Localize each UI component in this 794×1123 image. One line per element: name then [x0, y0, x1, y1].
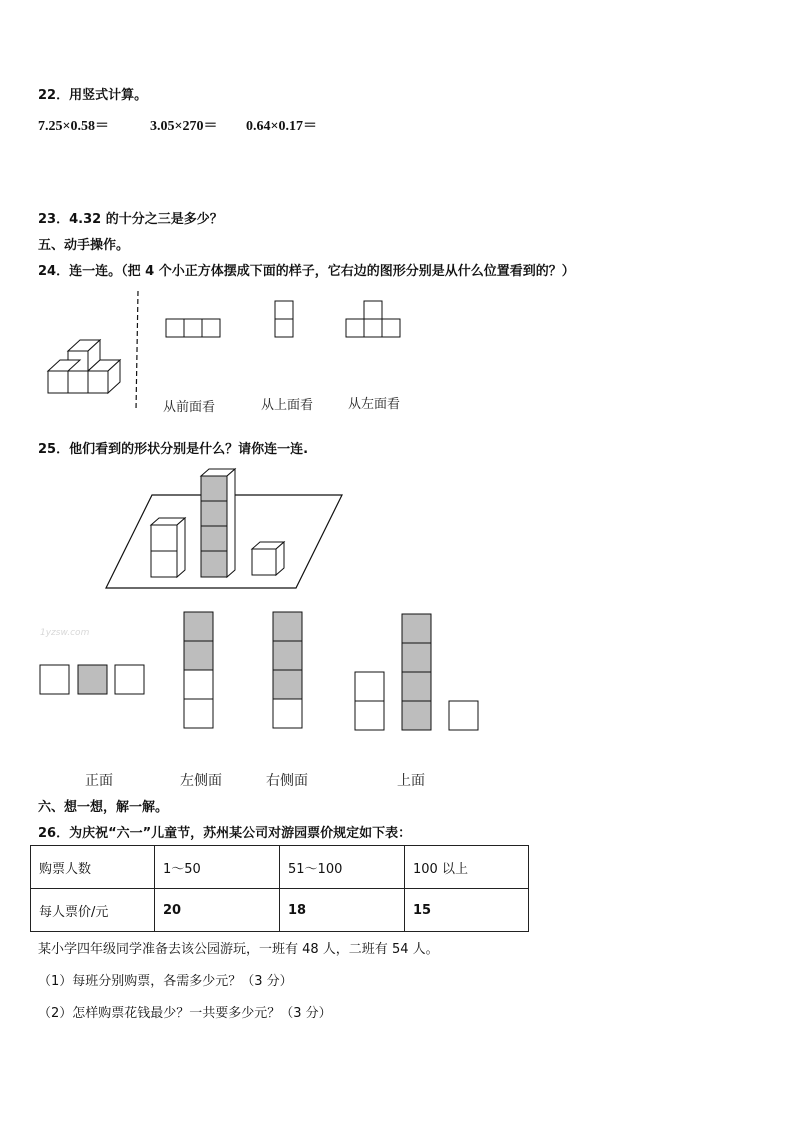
q25-label-front: 正面: [85, 773, 113, 789]
q22-expression-1: 7.25×0.58＝: [38, 119, 109, 134]
q24-view-left: [346, 301, 400, 337]
q24-view-top: [275, 301, 293, 337]
q26-sub-question-2: （2）怎样购票花钱最少？一共要多少元？（3 分）: [38, 1006, 332, 1021]
q22-expression-3: 0.64×0.17＝: [246, 119, 317, 134]
q24-title: 24．连一连。（把 4 个小正方体摆成下面的样子，它右边的图形分别是从什么位置看到的？）: [38, 264, 575, 279]
q25-view-left-side: [184, 612, 213, 728]
section6-heading: 六、想一想，解一解。: [38, 800, 169, 815]
q26-sub-question-1: （1）每班分别购票，各需多少元？（3 分）: [38, 974, 293, 989]
q22-title: 22．用竖式计算。: [38, 88, 148, 103]
q25-label-top: 上面: [397, 773, 425, 789]
table-cell: 51～100: [280, 846, 405, 889]
table-cell: 15: [405, 889, 529, 932]
section5-heading: 五、动手操作。: [38, 238, 130, 253]
table-cell: 1～50: [155, 846, 280, 889]
q24-divider: [136, 291, 138, 410]
table-cell: 100 以上: [405, 846, 529, 889]
q25-view-top: [355, 614, 478, 730]
q25-single-cube: [252, 542, 284, 575]
q25-white-stack: [151, 518, 185, 577]
ticket-price-table: [30, 845, 529, 932]
table-row: [31, 889, 529, 932]
q26-body: 某小学四年级同学准备去该公园游玩，一班有 48 人，二班有 54 人。: [38, 942, 439, 957]
q25-view-front: [40, 665, 144, 694]
q24-view-front: [166, 319, 220, 337]
q25-label-left-side: 左侧面: [180, 773, 222, 789]
q22-expression-2: 3.05×270＝: [150, 119, 218, 134]
table-cell: 购票人数: [31, 846, 155, 889]
table-cell: 18: [280, 889, 405, 932]
table-cell: 20: [155, 889, 280, 932]
q24-label-front: 从前面看: [163, 400, 216, 415]
table-row: [31, 846, 529, 889]
q24-label-top: 从上面看: [261, 398, 314, 413]
q25-grey-stack: [201, 469, 235, 577]
table-cell: 每人票价/元: [31, 889, 155, 932]
q25-title: 25．他们看到的形状分别是什么？请你连一连.: [38, 442, 309, 457]
q25-label-right-side: 右侧面: [266, 773, 308, 789]
q24-label-left: 从左面看: [348, 397, 401, 412]
q24-cube-solid: [48, 340, 120, 393]
watermark: 1yzsw.com: [40, 628, 90, 638]
q25-view-right-side: [273, 612, 302, 728]
q26-title: 26．为庆祝“六一”儿童节，苏州某公司对游园票价规定如下表：: [38, 826, 412, 841]
q23-title: 23．4.32 的十分之三是多少？: [38, 212, 223, 227]
